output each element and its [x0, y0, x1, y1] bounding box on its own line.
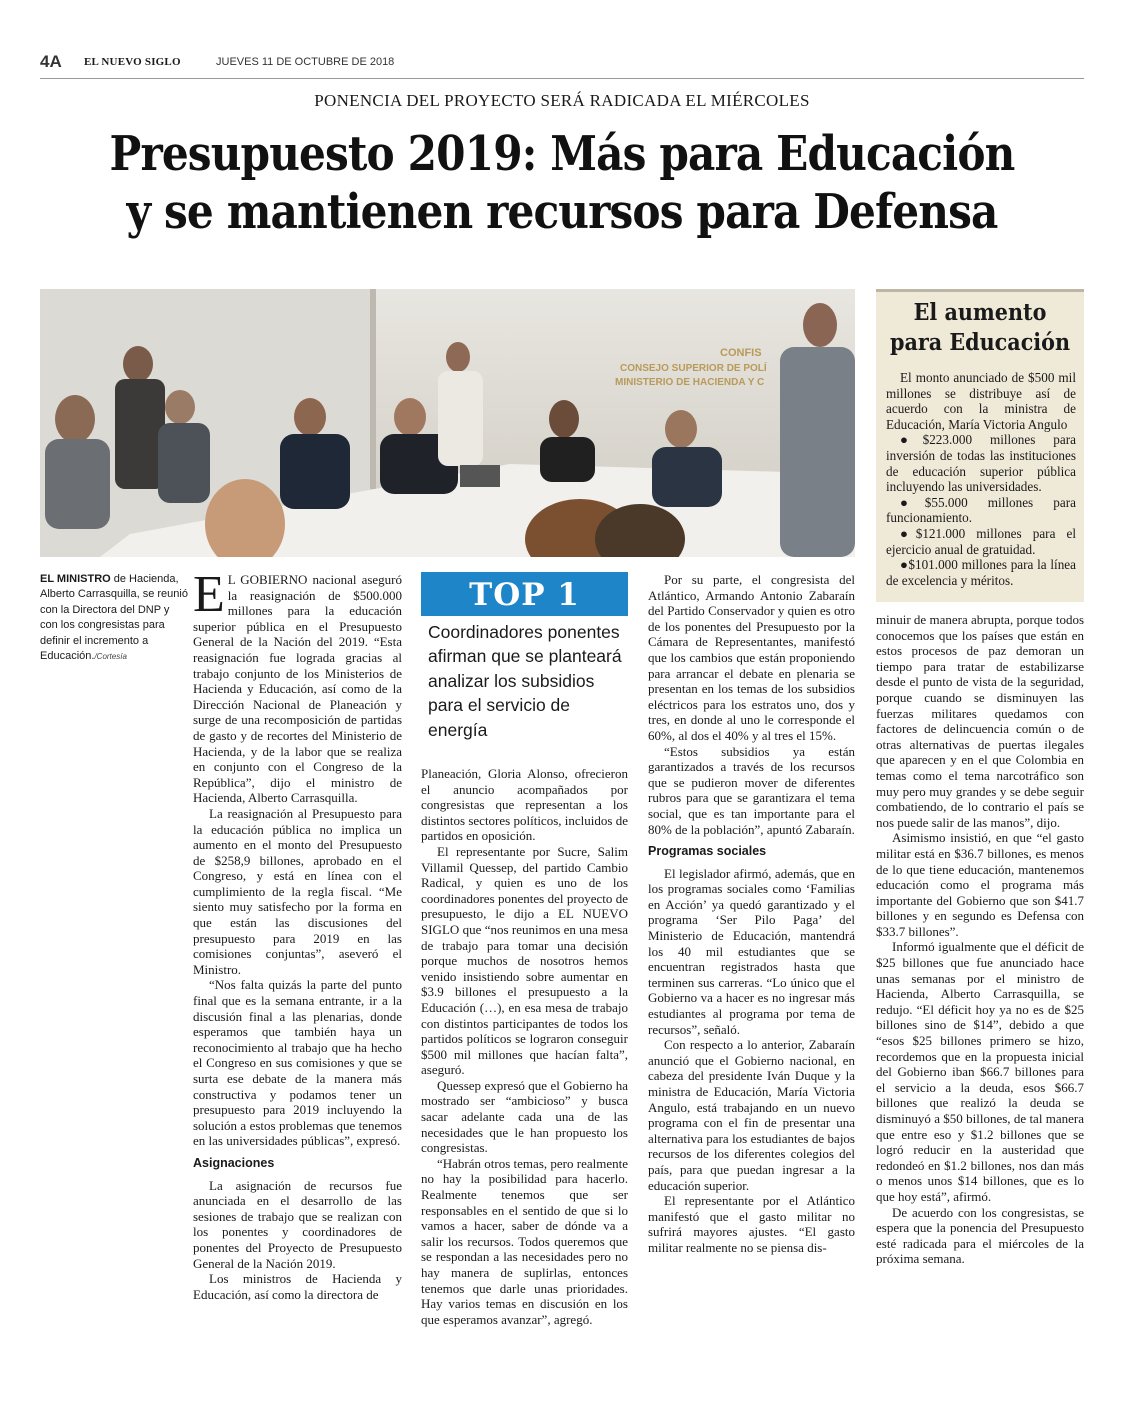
paragraph: Los ministros de Hacienda y Educación, así como la directora de — [193, 1271, 402, 1302]
sidebar-title-line-2: para Educación — [889, 329, 1071, 356]
paragraph: La asignación de recursos fue anunciada en el desarrollo de las sesiones de trabajo que se realizan con los ponentes y coordinadores de ponentes del Proyecto de Presupuesto General de la Nación 2019. — [193, 1177, 402, 1271]
sign-text-2: CONSEJO SUPERIOR DE POLÍ — [620, 363, 767, 374]
paragraph: Asimismo insistió, en que “el gasto militar está en $36.7 billones, es menos de lo que tiene educación, mantenemos educación como el programa más importante del Gobierno que son $41.7 billones y en segundo es Defensa con $33.7 billones”. — [876, 830, 1084, 939]
photo-caption — [40, 572, 188, 664]
paragraph: Informó igualmente que el déficit de $25 billones que fue anunciado hace unas semanas por el ministro de Hacienda, Alberto Carrasquilla, se redujo. “El déficit hoy ya no es de $25 billones sino de $14”, debido a que “esos $25 billones primero se hizo, recordemos que en la propuesta inicial del Gobierno iban $66.7 billones para el servicio a la deuda, esos $66.7 billones que realizó la deuda se disminuyó a $50 billones, de tal manera que entre eso y $1.2 billones que se logró reducir en la austeridad que redondeó en $1.2 billones, nos dan más o menos unos $14 billones, que es lo que hoy está”, afirmó. — [876, 939, 1084, 1204]
page-folio — [40, 50, 1084, 79]
sidebar-body — [876, 370, 1084, 588]
page-number: 4A — [40, 52, 62, 71]
paragraph: minuir de manera abrupta, porque todos conocemos que los países que están en estos procesos de paz demoran un tiempo para tratar de estabilizarse desde el punto de vista de la seguridad, porque cuando se disminuyen las fuerzas militares quedamos con factores de delincuencia común o de otras alternativas de puertas ilegales que aparecen y en el que Colombia en temas como el tema narcotráfico son muy pero muy grandes y se debe seguir combatiendo, de lo contrario el país se nos puede salir de las manos”, dijo. — [876, 612, 1084, 830]
paragraph: “Estos subsidios ya están garantizados a través de los recursos que se pudieron mover de diferentes rubros para que se garantizara el tema social, que es tan importante para el 80% de la población”, apuntó Zabaraín. — [648, 743, 855, 837]
subheading-asignaciones: Asignaciones — [193, 1155, 275, 1170]
photo-credit: /Cortesía — [94, 652, 127, 662]
caption-text: de Hacienda, Alberto Carrasquilla, se reunió con la Directora del DNP y con los congresistas para definir el incremento a Educación. — [40, 573, 188, 663]
paragraph — [193, 566, 402, 806]
paragraph: “Nos falta quizás la parte del punto final que es la semana entrante, ir a la discusión final a las plenarias, donde esperamos que también haya un reconocimiento al trabajo que ha hecho el Congreso en sus comisiones y que se surta ese debate de la manera más constructiva y podamos tener un presupuesto para 2019 incluyendo la solución a estos problemas que tenemos en las universidades públicas”, expresó. — [193, 977, 402, 1149]
sidebar-title — [886, 298, 1073, 358]
headline-line-2: y se mantienen recursos para Defensa — [126, 184, 998, 240]
article-column-1 — [193, 566, 402, 1302]
sidebar-box — [876, 289, 1084, 602]
paragraph: De acuerdo con los congresistas, se espera que la ponencia del Presupuesto esté radicada para el miércoles de la próxima semana. — [876, 1204, 1084, 1267]
issue-date: JUEVES 11 DE OCTUBRE DE 2018 — [216, 56, 395, 68]
drop-cap: E — [193, 566, 225, 623]
paragraph: El legislador afirmó, además, que en los programas sociales como ‘Familias en Acción’ ya quedó garantizado y el programa ‘Ser Pilo Paga’ del Ministerio de Educación, mantendrá los 40 mil estudiantes que se encuentran registrados hasta que terminen sus carreras. “Lo único que el Gobierno va a hacer es no ingresar más estudiantes al programa por tema de recursos”, señaló. — [648, 865, 855, 1037]
paragraph-text: L GOBIERNO nacional aseguró la reasignación de $500.000 millones para la educación superior pública en el Presupuesto General de la Nación del 2019. “Esta reasignación fue lograda gracias al trabajo conjunto de los Ministerios de Hacienda y Educación, así como de la Dirección Nacional de Planeación y surge de una recomposición de partidas de gasto y de recortes del Ministerio de Hacienda, y de la labor que se realiza en conjunto con el Congreso de la República”, dijo el ministro de Hacienda, Alberto Carrasquilla. — [193, 572, 402, 806]
paragraph: Quessep expresó que el Gobierno ha mostrado ser “ambicioso” y busca sacar adelante cada una de las necesidades que le han propuesto los congresistas. — [421, 1077, 628, 1156]
meeting-photo-illustration — [40, 289, 855, 557]
sign-text-3: MINISTERIO DE HACIENDA Y C — [615, 377, 765, 388]
top1-summary: Coordinadores ponentes afirman que se planteará analizar los subsidios para el servicio de energía — [428, 622, 622, 740]
sidebar-bullet: ●$223.000 millones para inversión de todas las instituciones de educación superior pública incluyendo las universidades. — [886, 432, 1076, 495]
paragraph: “Habrán otros temas, pero realmente no hay la posibilidad para hacerlo. Realmente tenemos que ser responsables en el sentido de que si lo vamos a hacer, saber de dónde va a salir los recursos. Todos queremos que se respondan a las necesidades pero no hay manera de suplirlas, entonces tenemos que darle unas prioridades. Hay varios temas en discusión en los que esperamos avanzar”, agregó. — [421, 1155, 628, 1327]
top1-badge: TOP 1 — [421, 572, 628, 616]
headline — [103, 125, 1022, 241]
article-column-4 — [876, 612, 1084, 1267]
laptop-shape — [460, 465, 500, 487]
sidebar-intro: El monto anunciado de $500 mil millones se distribuye así de acuerdo con la ministra de Educación, María Victoria Angulo — [886, 370, 1076, 432]
paragraph: El representante por el Atlántico manifestó que el gasto militar no sufrirá mayores ajustes. “El gasto militar realmente no se piensa dis- — [648, 1193, 855, 1255]
subheading-programas-sociales: Programas sociales — [648, 844, 767, 859]
sidebar-bullet: ●$55.000 millones para funcionamiento. — [886, 494, 1076, 526]
sign-text-1: CONFIS — [720, 347, 762, 359]
sidebar-bullet-text: $101.000 millones para la línea de excelencia y méritos. — [886, 557, 1076, 588]
headline-line-1: Presupuesto 2019: Más para Educación — [109, 126, 1015, 182]
paragraph: Con respecto a lo anterior, Zabaraín anunció que el Gobierno nacional, en cabeza del presidente Iván Duque y la ministra de Educación, María Victoria Angulo, está trabajando en un nuevo programa con el fin de presentar una alternativa para los estudiantes de bajos recursos de los diferentes colegios del país, para que puedan ingresar a la educación superior. — [648, 1037, 855, 1193]
paragraph: Planeación, Gloria Alonso, ofrecieron el anuncio acompañados por congresistas que representan a los distintos sectores políticos, incluidos de partidos en oposición. — [421, 766, 628, 844]
article-column-3 — [648, 572, 855, 1256]
article-photo — [40, 289, 855, 557]
paragraph: El representante por Sucre, Salim Villamil Quessep, del partido Cambio Radical, y quien es uno de los coordinadores ponentes del proyecto de presupuesto, le dijo a EL NUEVO SIGLO que “nos reunimos en una mesa de trabajo para tomar una decisión porque muchos de nosotros hemos venido insistiendo sobre aumentar en $3.9 billones el presupuesto a la Educación (…), en esa mesa de trabajo con distintos participantes de todos los partidos políticos se lograron conseguir $500 mil millones que hacían falta”, aseguró. — [421, 843, 628, 1078]
paragraph: Por su parte, el congresista del Atlántico, Armando Antonio Zabaraín del Partido Conservador y quien es otro de los ponentes del Presupuesto por la Cámara de Representantes, manifestó que los cambios que están proponiendo para arrancar el debate en plenaria se presentan en los temas de los subsidios eléctricos para los estratos uno, dos y tres, en donde al uno le corresponde el 60%, al dos el 40% y al tres el 15%. — [648, 572, 855, 743]
publication-name: EL NUEVO SIGLO — [84, 56, 181, 68]
sidebar-bullet-text: $55.000 millones para funcionamiento. — [886, 494, 1076, 526]
kicker: PONENCIA DEL PROYECTO SERÁ RADICADA EL MIÉRCOLES — [314, 91, 810, 110]
caption-lead: EL MINISTRO — [40, 573, 111, 585]
sidebar-bullet-text: $121.000 millones para el ejercicio anual de gratuidad. — [886, 525, 1076, 557]
sidebar-title-line-1: El aumento — [913, 299, 1047, 326]
article-column-2 — [421, 766, 628, 1327]
sidebar-bullet-text: $223.000 millones para inversión de todas las instituciones de educación superior pública incluyendo las universidades. — [886, 432, 1076, 495]
sidebar-bullet: ●$101.000 millones para la línea de excelencia y méritos. — [886, 557, 1076, 588]
paragraph: La reasignación al Presupuesto para la educación pública no implica un aumento en el monto del Presupuesto de $258,9 billones, aprobado en el Congreso, y está en línea con el cumplimiento de la regla fiscal. “Me siento muy satisfecho por la forma en que están las discusiones del presupuesto para 2019 en las comisiones conjuntas”, aseveró el Ministro. — [193, 805, 402, 977]
sidebar-bullet: ●$121.000 millones para el ejercicio anual de gratuidad. — [886, 525, 1076, 557]
